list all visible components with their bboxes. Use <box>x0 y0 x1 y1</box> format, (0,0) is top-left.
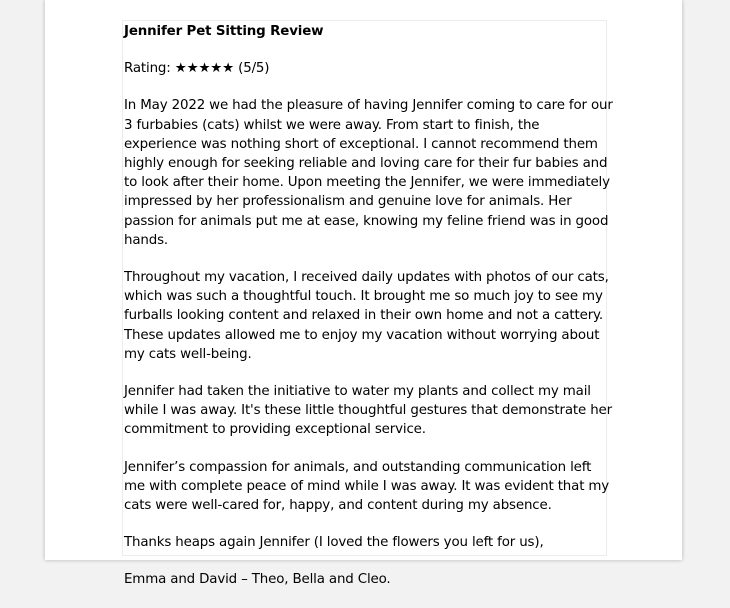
review-text <box>124 22 614 608</box>
review-paragraph: Throughout my vacation, I received daily updates with photos of our cats, which was such a thoughtful touch. It brought me so much joy to see my furballs looking content and relaxed in their own home and not a cattery. These updates allowed me to enjoy my vacation without worrying about my cats well-being. <box>124 270 609 362</box>
review-paragraph: In May 2022 we had the pleasure of having Jennifer coming to care for our 3 furbabies (cats) whilst we were away. From start to finish, the experience was nothing short of exceptional. I cannot recommend them highly enough for seeking reliable and loving care for their fur babies and to look after their home. Upon meeting the Jennifer, we were immediately impressed by her professionalism and genuine love for animals. Her passion for animals put me at ease, knowing my feline friend was in good hands. <box>124 98 613 248</box>
document-page <box>45 0 682 588</box>
review-rating: Rating: ★★★★★ (5/5) <box>124 61 270 77</box>
review-title: Jennifer Pet Sitting Review <box>124 24 324 39</box>
review-closing: Thanks heaps again Jennifer (I loved the flowers you left for us), <box>124 535 544 551</box>
review-signature: Emma and David – Theo, Bella and Cleo. <box>124 572 391 588</box>
review-paragraph: Jennifer had taken the initiative to water my plants and collect my mail while I was away. It's these little thoughtful gestures that demonstrate her commitment to providing exceptional service. <box>124 384 612 438</box>
review-paragraph: Jennifer’s compassion for animals, and outstanding communication left me with complete peace of mind while I was away. It was evident that my cats were well-cared for, happy, and content during my absence. <box>124 459 610 514</box>
